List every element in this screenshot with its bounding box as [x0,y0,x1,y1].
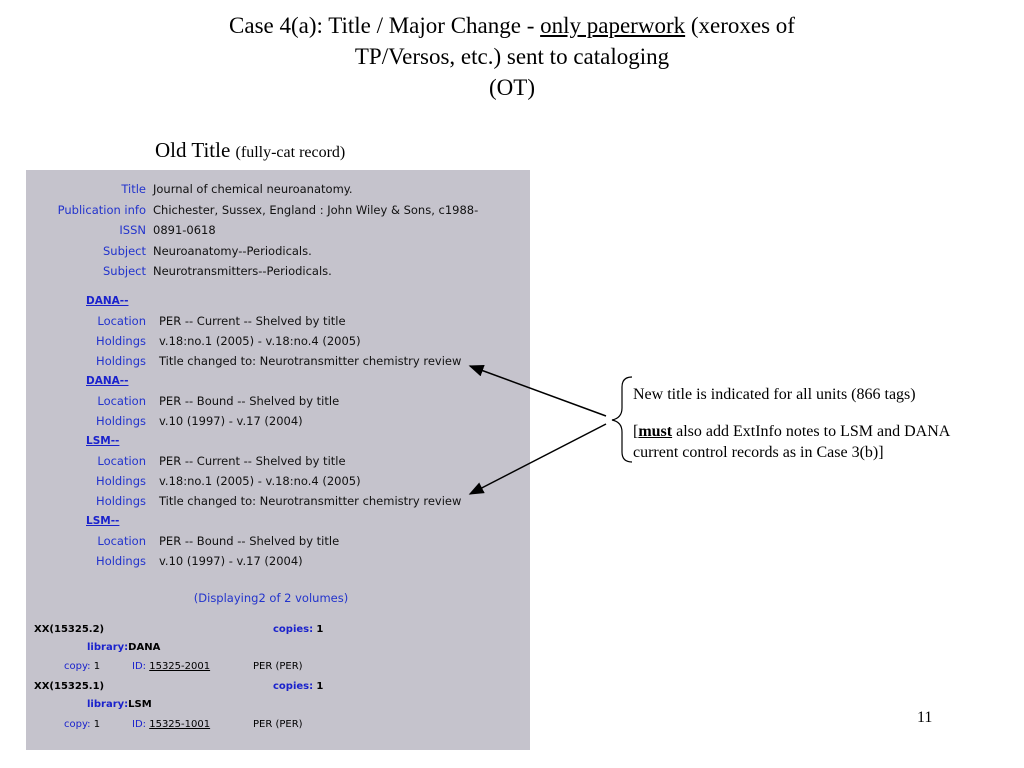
title-line-3: (OT) [489,75,535,100]
holdings-label: Location [97,394,146,408]
panel-caption [155,138,345,163]
holdings-value: Title changed to: Neurotransmitter chemistry review [159,494,462,508]
field-value: Chichester, Sussex, England : John Wiley & Sons, c1988- [153,203,479,217]
caption-sub: (fully-cat record) [235,144,346,161]
holdings-value: v.18:no.1 (2005) - v.18:no.4 (2005) [159,474,361,488]
library-link[interactable]: DANA-- [86,295,129,307]
volume-library: library:LSM [87,699,152,710]
field-value: 0891-0618 [153,223,216,237]
copies-count: copies: 1 [273,624,324,635]
note-extinfo: [must also add ExtInfo notes to LSM and DANA current control records as in Case 3(b)] [633,423,950,461]
holdings-value: Title changed to: Neurotransmitter chemistry review [159,354,462,368]
library-link[interactable]: DANA-- [86,375,129,387]
holdings-label: Holdings [96,414,146,428]
holdings-label: Location [97,454,146,468]
field-label: Title [121,182,146,196]
item-location: PER (PER) [253,719,303,730]
field-value: Neurotransmitters--Periodicals. [153,264,332,278]
item-id-link[interactable]: 15325-1001 [149,719,211,730]
holdings-value: PER -- Bound -- Shelved by title [159,394,340,408]
item-id-link[interactable]: 15325-2001 [149,661,211,672]
copy-number: copy: 1 [64,719,101,730]
title-text-post: (xeroxes of [685,13,795,38]
copies-count: copies: 1 [273,681,324,692]
slide-title [0,10,1024,103]
library-link[interactable]: LSM-- [86,515,120,527]
holdings-label: Holdings [96,474,146,488]
field-value: Journal of chemical neuroanatomy. [153,182,353,196]
holdings-value: v.10 (1997) - v.17 (2004) [159,554,303,568]
curly-brace [612,377,632,462]
field-label: Subject [103,264,146,278]
holdings-value: PER -- Current -- Shelved by title [159,314,346,328]
title-line-2: TP/Versos, etc.) sent to cataloging [354,44,670,69]
item-id[interactable]: ID: 15325-2001 [132,661,211,672]
display-count-link[interactable]: (Displaying2 of 2 volumes) [193,591,349,605]
holdings-value: v.18:no.1 (2005) - v.18:no.4 (2005) [159,334,361,348]
note-new-title: New title is indicated for all units (866 tags) [633,386,916,403]
holdings-label: Holdings [96,554,146,568]
library-link[interactable]: LSM-- [86,435,120,447]
field-label: Publication info [57,203,146,217]
caption-main: Old Title [155,138,231,162]
note-emphasis: must [638,423,673,440]
holdings-value: PER -- Current -- Shelved by title [159,454,346,468]
holdings-label: Holdings [96,494,146,508]
holdings-label: Location [97,534,146,548]
volume-id: XX(15325.2) [34,624,105,635]
holdings-label: Holdings [96,354,146,368]
volume-library: library:DANA [87,642,161,653]
field-label: ISSN [119,223,146,237]
title-underlined-text: only paperwork [540,13,686,38]
title-line-1 [0,10,1024,41]
holdings-label: Holdings [96,334,146,348]
copy-number: copy: 1 [64,661,101,672]
field-value: Neuroanatomy--Periodicals. [153,244,312,258]
holdings-value: PER -- Bound -- Shelved by title [159,534,340,548]
item-id[interactable]: ID: 15325-1001 [132,719,211,730]
catalog-record-panel [26,170,530,750]
title-text-pre: Case 4(a): Title / Major Change - [229,13,541,38]
field-label: Subject [103,244,146,258]
holdings-value: v.10 (1997) - v.17 (2004) [159,414,303,428]
volume-id: XX(15325.1) [34,681,105,692]
item-location: PER (PER) [253,661,303,672]
page-number: 11 [917,709,933,726]
holdings-label: Location [97,314,146,328]
